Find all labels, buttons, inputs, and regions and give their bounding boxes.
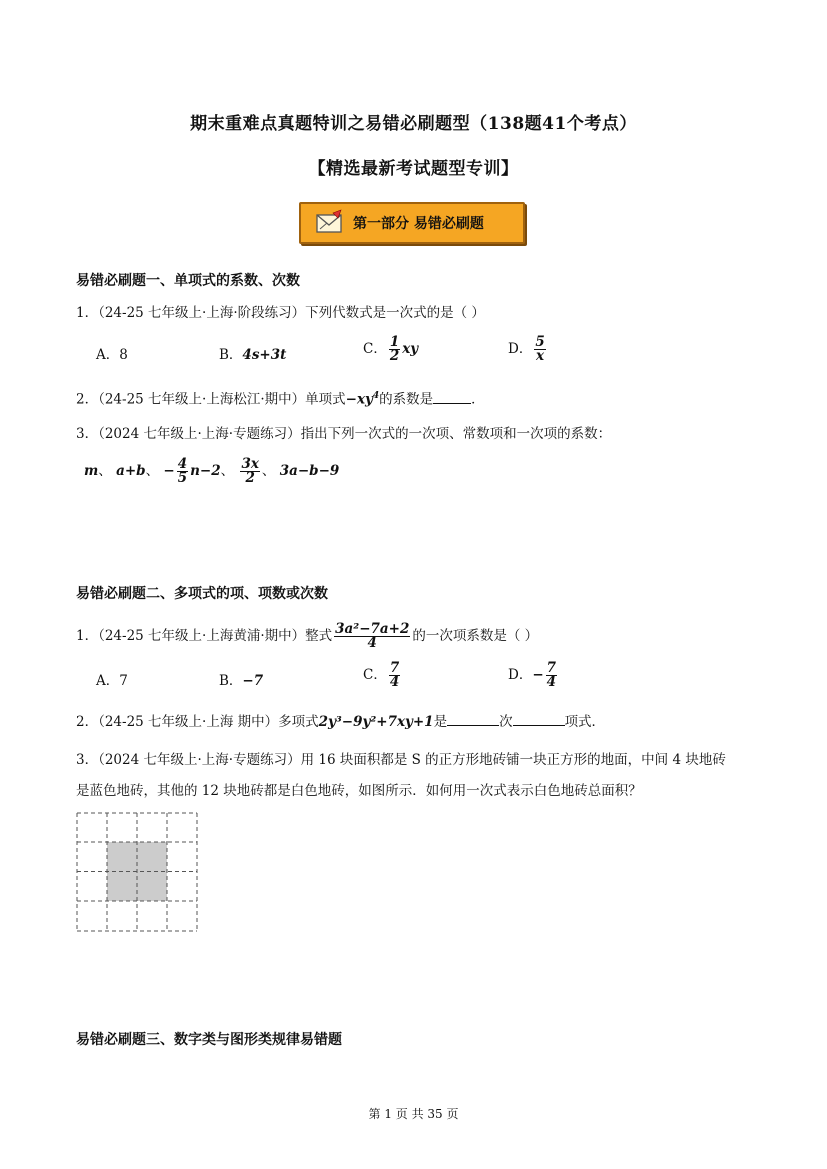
answer-blank: [433, 389, 471, 404]
section-heading-2: 易错必刷题二、多项式的项、项数或次数: [76, 586, 328, 602]
option-c: C． $\frac{1}{2}$ xy: [363, 334, 419, 364]
answer-blank: [447, 711, 499, 726]
option-a: A．7: [96, 673, 128, 689]
envelope-icon: [315, 209, 345, 237]
part-banner: [299, 202, 525, 244]
page-number: 第 1 页 共 35 页: [368, 1107, 459, 1121]
page-subtitle: 【精选最新考试题型专训】: [308, 159, 519, 179]
question-2-3-line2: 是蓝色地砖，其他的 12 块地砖都是白色地砖，如图所示．如何用一次式表示白色地砖总面积？: [76, 783, 642, 799]
answer-blank: [513, 711, 565, 726]
option-d: D． $\frac{5}{x}$: [508, 334, 545, 364]
question-2-3-line1: 3．（2024 七年级上·上海·专题练习）用 16 块面积都是 S 的正方形地砖铺一块正方形的地面，中间 4 块地砖: [76, 752, 726, 768]
option-d: D．− $\frac{7}{4}$: [508, 660, 557, 690]
question-1-1: 1．（24-25 七年级上·上海·阶段练习）下列代数式是一次式的是（ ）: [76, 305, 485, 321]
tile-figure: [76, 812, 198, 932]
question-1-3: 3．（2024 七年级上·上海·专题练习）指出下列一次式的一次项、常数项和一次项的系数：: [76, 426, 612, 442]
page-title: 期末重难点真题特训之易错必刷题型（138题41个考点）: [190, 114, 637, 134]
section-heading-1: 易错必刷题一、单项式的系数、次数: [76, 273, 300, 289]
option-a: A．8: [96, 347, 128, 363]
expression-list: m、 a+b、 − $\frac{4}{5}$ n−2、 $\frac{3x}{2}$ 、 3a−b−9: [84, 456, 340, 486]
option-b: B．4s+3t: [219, 347, 287, 363]
option-c: C． $\frac{7}{4}$: [363, 660, 400, 690]
option-b: B．−7: [219, 673, 264, 689]
question-2-2: 2．（24-25 七年级上·上海 期中）多项式2y³−9y²+7xy+1是 次 项式．: [76, 711, 605, 732]
section-heading-3: 易错必刷题三、数字类与图形类规律易错题: [76, 1032, 342, 1048]
question-2-1: 1．（24-25 七年级上·上海黄浦·期中）整式 $\frac{\text{3a²−7a+2}}{4}$ 的一次项系数是（ ）: [76, 621, 539, 651]
question-1-2: 2．（24-25 七年级上·上海松江·期中）单项式$-xy^4$的系数是 ．: [76, 386, 485, 410]
banner-label: 第一部分 易错必刷题: [353, 216, 484, 232]
